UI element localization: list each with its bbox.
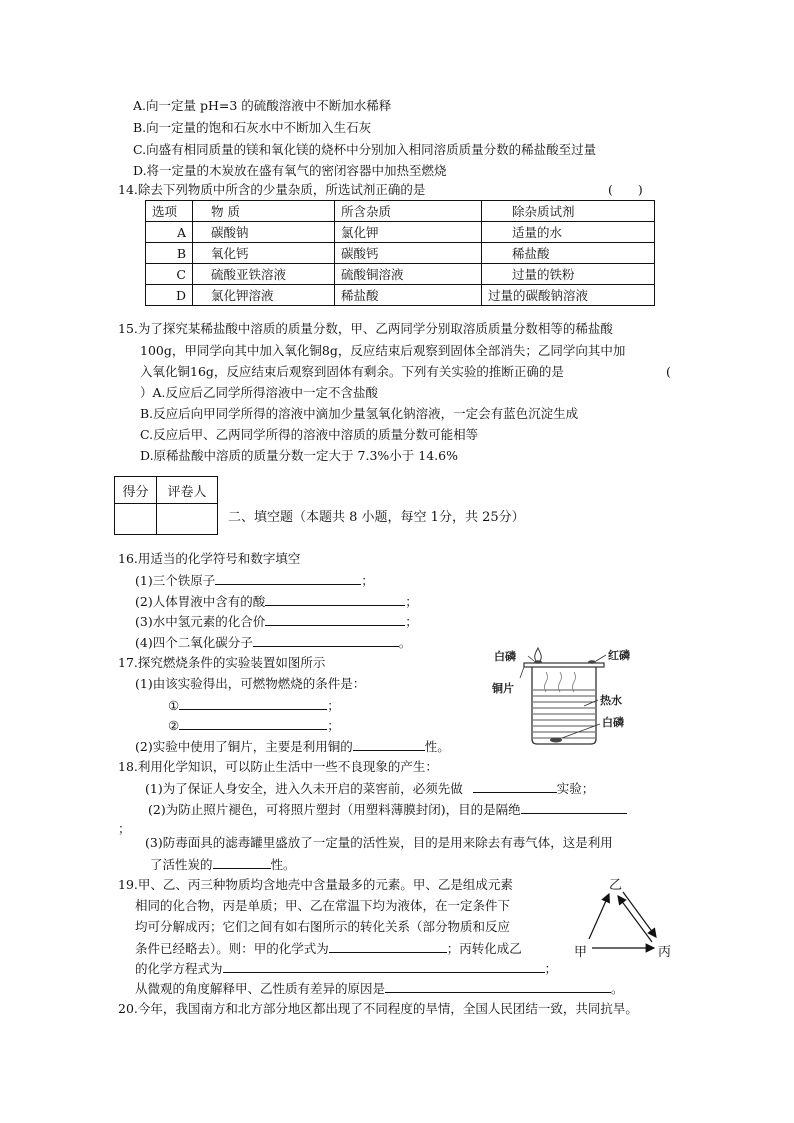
q18-item-3: (3)防毒面具的滤毒罐里盛放了一定量的活性炭，目的是用来除去有毒气体，这是利用 <box>145 835 613 850</box>
flame-icon <box>535 648 542 661</box>
arrow-bing-to-yi <box>618 896 652 942</box>
table-header: 物 质 <box>193 201 335 222</box>
table-cell: B <box>146 243 193 264</box>
table-cell: 氯化钾溶液 <box>193 285 335 306</box>
q17-stem: 17.探究燃烧条件的实验装置如图所示 <box>118 655 326 670</box>
q17-condition-2: ② ； <box>168 718 340 733</box>
score-box <box>114 476 218 535</box>
table-cell: 硫酸亚铁溶液 <box>193 264 335 285</box>
q15-line-2: 100g，甲同学向其中加入氧化铜8g，反应结束后观察到固体全部消失；乙同学向其中加 <box>140 343 626 358</box>
table-cell: C <box>146 264 193 285</box>
q19-line-3: 均可分解成丙；它们之间有如右图所示的转化关系（部分物质和反应 <box>135 919 511 934</box>
table-cell: D <box>146 285 193 306</box>
node-bing: 丙 <box>658 945 672 960</box>
q17-item-2: (2)实验中使用了铜片，主要是利用铜的 性。 <box>135 739 450 754</box>
q20-line-1: 20.今年，我国南方和北方部分地区都出现了不同程度的旱情，全国人民团结一致，共同抗旱。 <box>118 1001 638 1016</box>
q14-table <box>145 200 655 306</box>
q18-item-2-end: ； <box>118 821 131 836</box>
table-header: 选项 <box>146 201 193 222</box>
q15-paren-open: ( <box>666 364 671 379</box>
steam-icon <box>545 672 576 692</box>
score-cell <box>115 504 157 535</box>
q14-stem: 14.除去下列物质中所含的少量杂质，所选试剂正确的是 <box>118 182 426 197</box>
score-label: 得分 <box>115 477 157 504</box>
label-white-phosphorus-top: 白磷 <box>494 650 516 663</box>
table-cell: 过量的铁粉 <box>482 264 655 285</box>
table-cell: 稀盐酸 <box>482 243 655 264</box>
table-cell: 碳酸钠 <box>193 222 335 243</box>
q16-item-4: (4)四个二氧化碳分子 。 <box>135 635 412 650</box>
q18-item-1: (1)为了保证人身安全，进入久未开启的菜窖前，必须先做 实验； <box>145 781 595 796</box>
table-header: 所含杂质 <box>335 201 482 222</box>
q13-option-a: A.向一定量 pH=3 的硫酸溶液中不断加水稀释 <box>133 98 392 113</box>
table-cell: 氯化钾 <box>335 222 482 243</box>
table-cell: 适量的水 <box>482 222 655 243</box>
node-jia: 甲 <box>574 945 588 960</box>
label-hot-water: 热水 <box>600 694 622 707</box>
table-cell: 碳酸钙 <box>335 243 482 264</box>
q18-item-2: (2)为防止照片褪色，可将照片塑封（用塑料薄膜封闭)，目的是隔绝 <box>148 801 627 818</box>
q15-line-1: 15.为了探究某稀盐酸中溶质的质量分数，甲、乙两同学分别取溶质质量分数相等的稀盐酸 <box>118 321 613 336</box>
table-row <box>146 243 655 264</box>
label-red-phosphorus: 红磷 <box>608 649 630 662</box>
section-title: 二、填空题（本题共 8 小题，每空 1分，共 25分） <box>228 510 525 525</box>
q16-item-3: (3)水中氢元素的化合价 ； <box>135 614 418 629</box>
q18-item-3-cont: 了活性炭的 性。 <box>150 857 296 872</box>
q17-item-1: (1)由该实验得出，可燃物燃烧的条件是： <box>135 676 366 691</box>
q16-stem: 16.用适当的化学符号和数字填空 <box>118 551 301 566</box>
table-cell: A <box>146 222 193 243</box>
label-white-phosphorus-bottom: 白磷 <box>602 716 624 729</box>
arrow-yi-to-bing <box>623 892 656 937</box>
table-row <box>146 285 655 306</box>
hot-water <box>533 690 595 738</box>
q18-stem: 18.利用化学知识，可以防止生活中一些不良现象的产生： <box>118 759 438 774</box>
table-row <box>146 264 655 285</box>
reviewer-cell <box>157 504 218 535</box>
q19-line-5: 的化学方程式为 ； <box>135 961 558 976</box>
q14-answer-paren: ( ) <box>608 182 643 197</box>
table-header-row <box>146 201 655 222</box>
table-cell: 稀盐酸 <box>335 285 482 306</box>
reviewer-label: 评卷人 <box>157 477 218 504</box>
combustion-apparatus-figure <box>488 644 638 748</box>
q17-condition-1: ① ； <box>168 698 340 713</box>
table-cell: 硫酸铜溶液 <box>335 264 482 285</box>
q15-option-b: B.反应后向甲同学所得的溶液中滴加少量氢氧化钠溶液，一定会有蓝色沉淀生成 <box>140 406 579 421</box>
white-phosphorus-top <box>534 660 542 664</box>
table-cell: 氧化钙 <box>193 243 335 264</box>
q13-option-c: C.向盛有相同质量的镁和氧化镁的烧杯中分别加入相同溶质质量分数的稀盐酸至过量 <box>133 142 597 157</box>
beaker <box>532 667 596 744</box>
q16-item-2: (2)人体胃液中含有的酸 ； <box>135 594 418 609</box>
q15-option-a: ）A.反应后乙同学所得溶液中一定不含盐酸 <box>140 385 379 400</box>
q19-line-4: 条件已经略去）。则：甲的化学式为 ；丙转化成乙 <box>135 941 522 956</box>
node-yi: 乙 <box>609 878 623 893</box>
red-phosphorus <box>588 660 596 664</box>
q13-option-b: B.向一定量的饱和石灰水中不断加入生石灰 <box>133 120 372 135</box>
label-copper-plate: 铜片 <box>492 682 514 695</box>
q15-line-3: 入氧化铜16g，反应结束后观察到固体有剩余。下列有关实验的推断正确的是 <box>140 364 564 379</box>
table-row <box>146 222 655 243</box>
q15-option-c: C.反应后甲、乙两同学所得的溶液中溶质的质量分数可能相等 <box>140 427 479 442</box>
transformation-diagram <box>572 874 682 964</box>
table-cell: 过量的碳酸钠溶液 <box>482 285 655 306</box>
q19-line-6: 从微观的角度解释甲、乙性质有差异的原因是 。 <box>135 981 624 996</box>
q19-line-1: 19.甲、乙、丙三种物质均含地壳中含量最多的元素。甲、乙是组成元素 <box>118 877 513 892</box>
white-phosphorus-bottom <box>550 738 562 743</box>
q13-option-d: D.将一定量的木炭放在盛有氧气的密闭容器中加热至燃烧 <box>133 163 447 178</box>
q15-option-d: D.原稀盐酸中溶质的质量分数一定大于 7.3%小于 14.6% <box>140 448 458 463</box>
arrow-jia-to-yi <box>589 894 609 939</box>
q16-item-1: (1)三个铁原子 ； <box>135 573 374 588</box>
table-header: 除杂质试剂 <box>482 201 655 222</box>
q19-line-2: 相同的化合物，丙是单质；甲、乙在常温下均为液体，在一定条件下 <box>135 898 511 913</box>
